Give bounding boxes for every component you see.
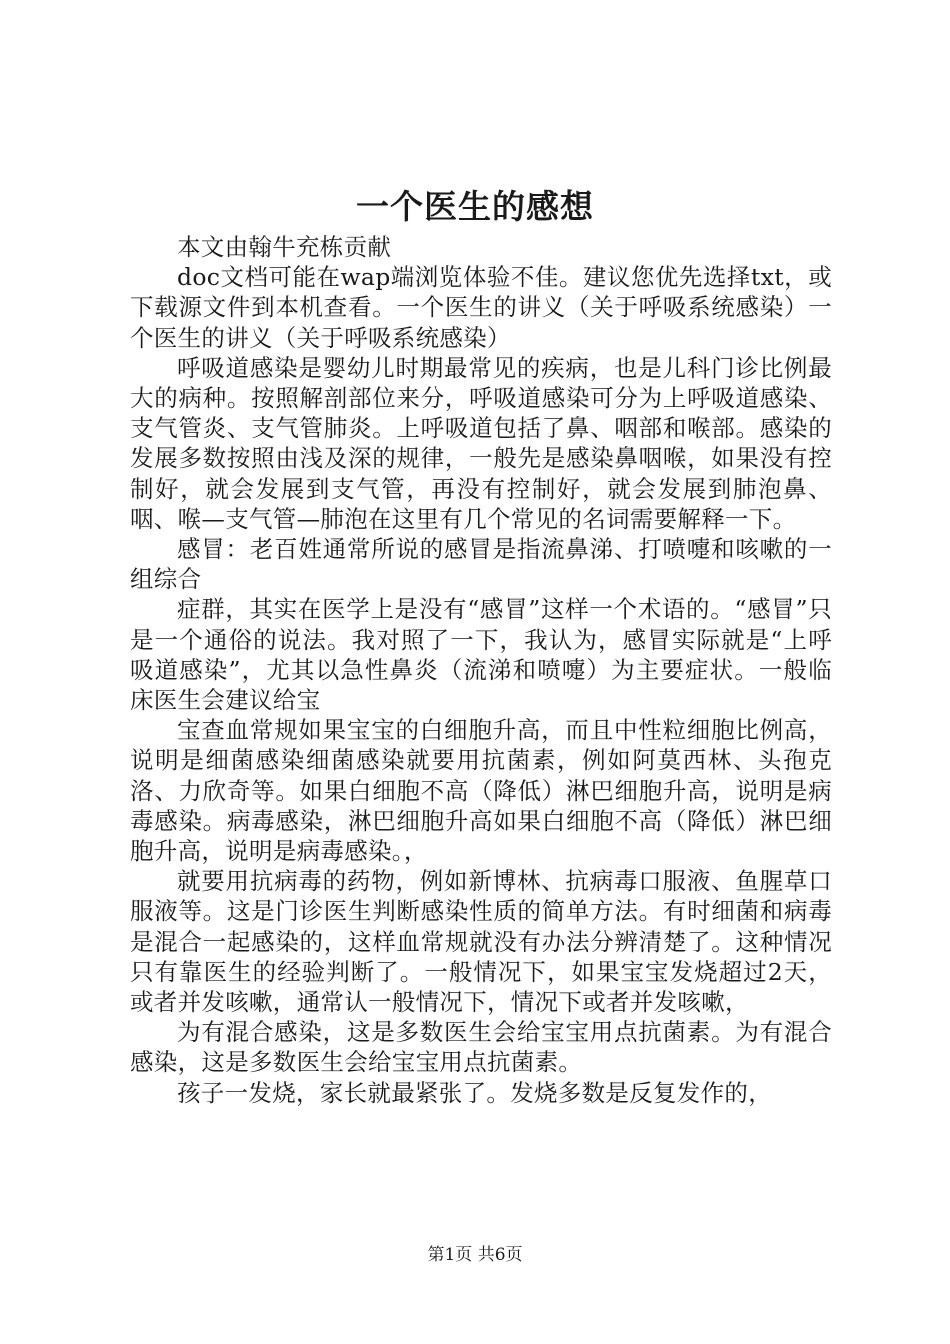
paragraph: doc文档可能在wap端浏览体验不佳。建议您优先选择txt，或下载源文件到本机查看。一个医生的讲义（关于呼吸系统感染）一个医生的讲义（关于呼吸系统感染） [130, 263, 832, 352]
paragraph: 症群，其实在医学上是没有“感冒”这样一个术语的。“感冒”只是一个通俗的说法。我对照了一下，我认为，感冒实际就是“上呼吸道感染”，尤其以急性鼻炎（流涕和喷嚏）为主要症状。一般临床医生会建议给宝 [130, 595, 832, 715]
page-number: 第1页 共6页 [427, 1245, 523, 1265]
paragraph: 感冒：老百姓通常所说的感冒是指流鼻涕、打喷嚏和咳嗽的一组综合 [130, 535, 832, 594]
paragraph: 就要用抗病毒的药物，例如新博林、抗病毒口服液、鱼腥草口服液等。这是门诊医生判断感染性质的简单方法。有时细菌和病毒是混合一起感染的，这样血常规就没有办法分辨清楚了。这种情况只有靠医生的经验判断了。一般情况下，如果宝宝发烧超过2天，或者并发咳嗽，通常认一般情况下，情况下或者并发咳嗽， [130, 867, 832, 1017]
paragraph: 为有混合感染，这是多数医生会给宝宝用点抗菌素。为有混合感染，这是多数医生会给宝宝用点抗菌素。 [130, 1018, 832, 1077]
paragraph: 呼吸道感染是婴幼儿时期最常见的疾病，也是儿科门诊比例最大的病种。按照解剖部位来分，呼吸道感染可分为上呼吸道感染、支气管炎、支气管肺炎。上呼吸道包括了鼻、咽部和喉部。感染的发展多数按照由浅及深的规律，一般先是感染鼻咽喉，如果没有控制好，就会发展到支气管，再没有控制好，就会发展到肺泡鼻、咽、喉—支气管—肺泡在这里有几个常见的名词需要解释一下。 [130, 353, 832, 533]
document-body [130, 232, 832, 1108]
document-title: 一个医生的感想 [356, 187, 594, 226]
paragraph: 本文由翰牛充栋贡献 [177, 233, 392, 261]
paragraph: 宝查血常规如果宝宝的白细胞升高，而且中性粒细胞比例高，说明是细菌感染细菌感染就要用抗菌素，例如阿莫西林、头孢克洛、力欣奇等。如果白细胞不高（降低）淋巴细胞升高，说明是病毒感染。病毒感染，淋巴细胞升高如果白细胞不高（降低）淋巴细胞升高，说明是病毒感染。， [130, 716, 832, 866]
paragraph: 孩子一发烧，家长就最紧张了。发烧多数是反复发作的， [177, 1078, 772, 1107]
